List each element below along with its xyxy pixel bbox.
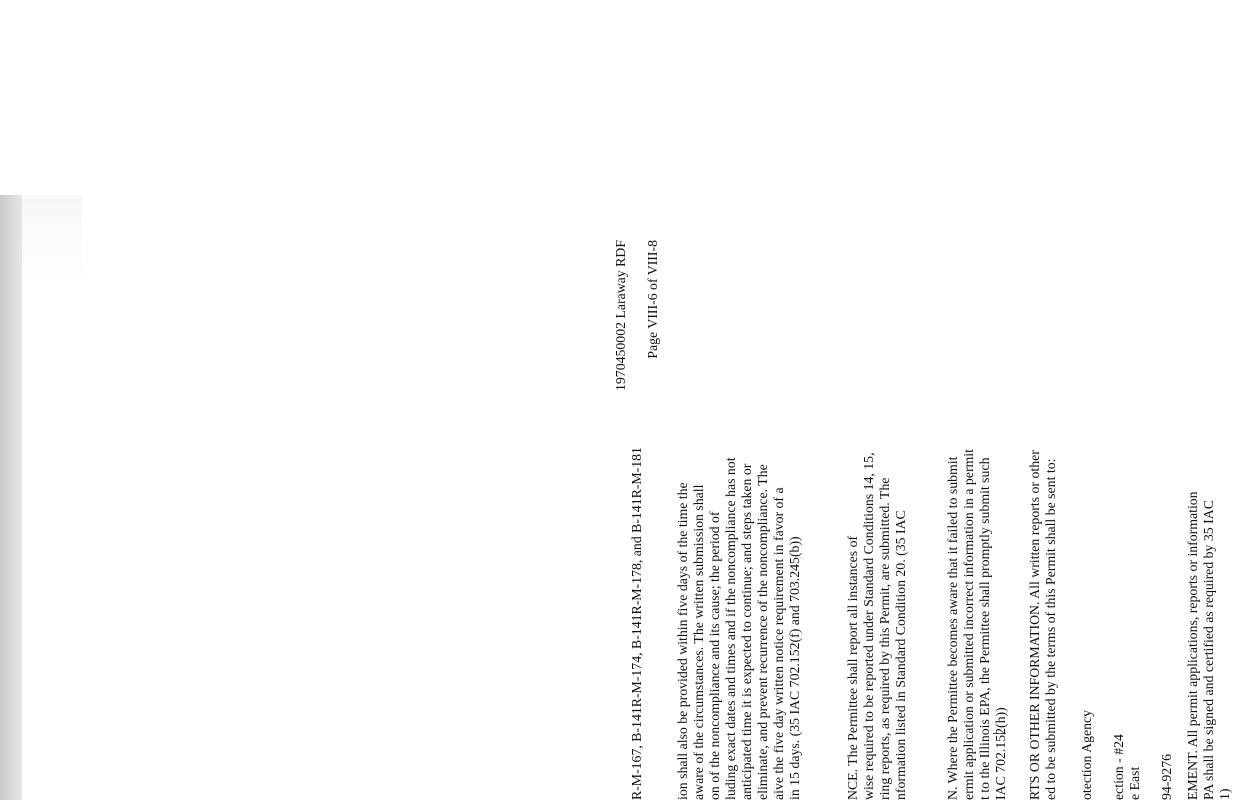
notice-line-8: in 15 days. (35 IAC 702.152(f) and 703.245(b)) xyxy=(787,536,802,800)
other-noncompliance-line-3: ring reports, as required by this Permit, are submitted. The xyxy=(877,477,892,800)
other-information-line-4: IAC 702.152(h)) xyxy=(993,707,1008,800)
reports-line-2: ed to be submitted by the terms of this Permit shall be sent to: xyxy=(1043,458,1058,800)
other-noncompliance-line-2: wise required to be reported under Standard Conditions 14, 15, xyxy=(861,452,876,800)
notice-line-7: aive the five day written notice requirement in favor of a xyxy=(771,487,786,800)
page-number: Page VIII-6 of VIII-8 xyxy=(645,240,660,359)
other-noncompliance-line-1: NCE. The Permittee shall report all instances of xyxy=(845,535,860,800)
signatory-line-2: PA shall be signed and certified as required by 35 IAC xyxy=(1201,500,1216,800)
notice-line-2: aware of the circumstances. The written submission shall xyxy=(691,484,706,800)
address-agency: otection Agency xyxy=(1079,709,1094,800)
signatory-line-1: EMENT. All permit applications, reports or information xyxy=(1185,491,1200,800)
other-information-line-3: t to the Illinois EPA, the Permittee shall promptly submit such xyxy=(977,457,992,800)
notice-line-4: luding exact dates and times and if the noncompliance has not xyxy=(723,457,738,800)
notice-line-3: on of the noncompliance and its cause; the period of xyxy=(707,511,722,800)
address-phone: 94-9276 xyxy=(1159,754,1174,800)
reports-line-1: RTS OR OTHER INFORMATION. All written reports or other xyxy=(1027,450,1042,800)
rotated-page-content xyxy=(609,240,1232,800)
notice-line-6: eliminate, and prevent recurrence of the noncompliance. The xyxy=(755,464,770,800)
signatory-line-3: 1) xyxy=(1217,788,1232,800)
permit-numbers-header: R-M-167, B-141R-M-174, B-141R-M-178, and B-141R-M-181 xyxy=(629,447,644,800)
address-section: ection - #24 xyxy=(1111,734,1126,800)
address-street: e East xyxy=(1127,766,1142,800)
scan-shadow-edge xyxy=(0,195,22,800)
notice-line-5: anticipated time it is expected to continue; and steps taken or xyxy=(739,463,754,800)
other-noncompliance-line-4: nformation listed in Standard Condition 20. (35 IAC xyxy=(893,510,908,800)
scan-shadow-fade xyxy=(22,195,82,285)
facility-id-header: 1970450002 Laraway RDF xyxy=(613,240,628,391)
notice-line-1: ion shall also be provided within five days of the time the xyxy=(675,482,690,800)
other-information-line-1: N. Where the Permittee becomes aware that it failed to submit xyxy=(945,456,960,800)
other-information-line-2: ermit application or submitted incorrect information in a permit xyxy=(961,449,976,800)
